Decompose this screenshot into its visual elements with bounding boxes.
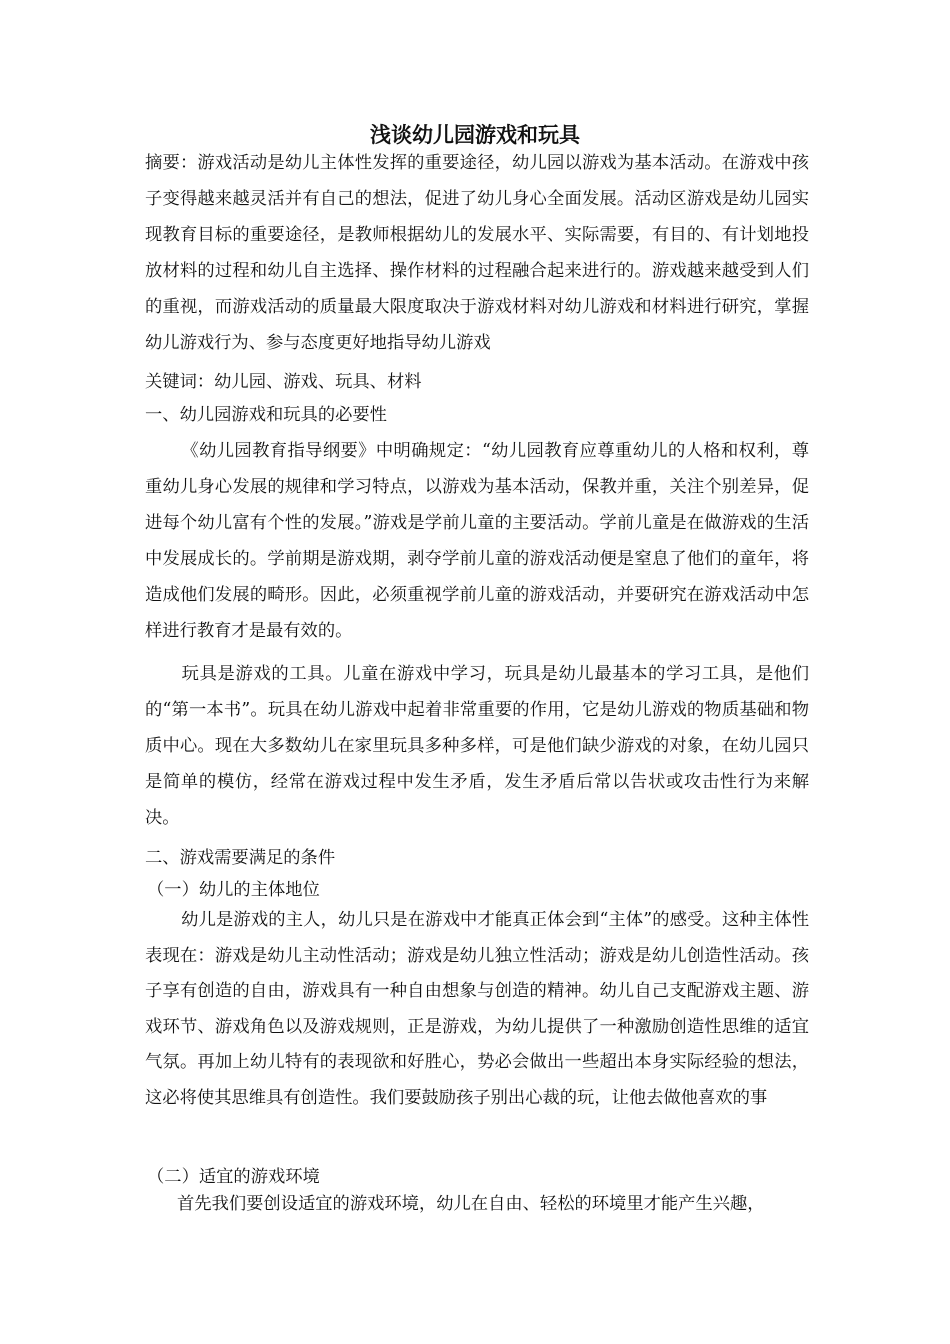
- section-1-paragraph-1: [145, 433, 809, 649]
- subsection-2-heading: （二）适宜的游戏环境: [147, 1167, 320, 1187]
- subsection-2-paragraph-text: 首先我们要创设适宜的游戏环境，幼儿在自由、轻松的环境里才能产生兴趣，: [177, 1194, 765, 1214]
- subsection-2-paragraph: [145, 1186, 809, 1222]
- section-2-heading: 二、游戏需要满足的条件: [145, 848, 336, 868]
- section-1-paragraph-1-text: 《幼儿园教育指导纲要》中明确规定：“幼儿园教育应尊重幼儿的人格和权利，尊重幼儿身心发展的规律和学习特点，以游戏为基本活动，保教并重，关注个别差异，促进每个幼儿富有个性的发展。”游戏是学前儿童的主要活动。学前儿童是在做游戏的生活中发展成长的。学前期是游戏期，剥夺学前儿童的游戏活动便是窒息了他们的童年，将造成他们发展的畸形。因此，必须重视学前儿童的游戏活动，并要研究在游戏活动中怎样进行教育才是最有效的。: [145, 441, 809, 641]
- abstract-paragraph: 摘要：游戏活动是幼儿主体性发挥的重要途径，幼儿园以游戏为基本活动。在游戏中孩子变得越来越灵活并有自己的想法，促进了幼儿身心全面发展。活动区游戏是幼儿园实现教育目标的重要途径，是教师根据幼儿的发展水平、实际需要，有目的、有计划地投放材料的过程和幼儿自主选择、操作材料的过程融合起来进行的。游戏越来越受到人们的重视，而游戏活动的质量最大限度取决于游戏材料对幼儿游戏和材料进行研究，掌握幼儿游戏行为、参与态度更好地指导幼儿游戏: [145, 153, 809, 353]
- section-1-heading: 一、幼儿园游戏和玩具的必要性: [145, 405, 387, 425]
- section-1-paragraph-2: [145, 656, 809, 836]
- subsection-1-heading: （一）幼儿的主体地位: [147, 880, 320, 900]
- document-title: 浅谈幼儿园游戏和玩具: [370, 122, 580, 147]
- subsection-1-paragraph-text: 幼儿是游戏的主人，幼儿只是在游戏中才能真正体会到“主体”的感受。这种主体性表现在：游戏是幼儿主动性活动；游戏是幼儿独立性活动；游戏是幼儿创造性活动。孩子享有创造的自由，游戏具有一种自由想象与创造的精神。幼儿自己支配游戏主题、游戏环节、游戏角色以及游戏规则，正是游戏，为幼儿提供了一种激励创造性思维的适宜气氛。再加上幼儿特有的表现欲和好胜心，势必会做出一些超出本身实际经验的想法，这必将使其思维具有创造性。我们要鼓励孩子别出心裁的玩，让他去做他喜欢的事: [145, 910, 809, 1108]
- subsection-1-paragraph: [145, 903, 809, 1116]
- keywords-line: 关键词：幼儿园、游戏、玩具、材料: [145, 372, 422, 392]
- section-1-paragraph-2-text: 玩具是游戏的工具。儿童在游戏中学习，玩具是幼儿最基本的学习工具，是他们的“第一本书”。玩具在幼儿游戏中起着非常重要的作用，它是幼儿游戏的物质基础和物质中心。现在大多数幼儿在家里玩具多种多样，可是他们缺少游戏的对象，在幼儿园只是简单的模仿，经常在游戏过程中发生矛盾，发生矛盾后常以告状或攻击性行为来解决。: [145, 664, 809, 828]
